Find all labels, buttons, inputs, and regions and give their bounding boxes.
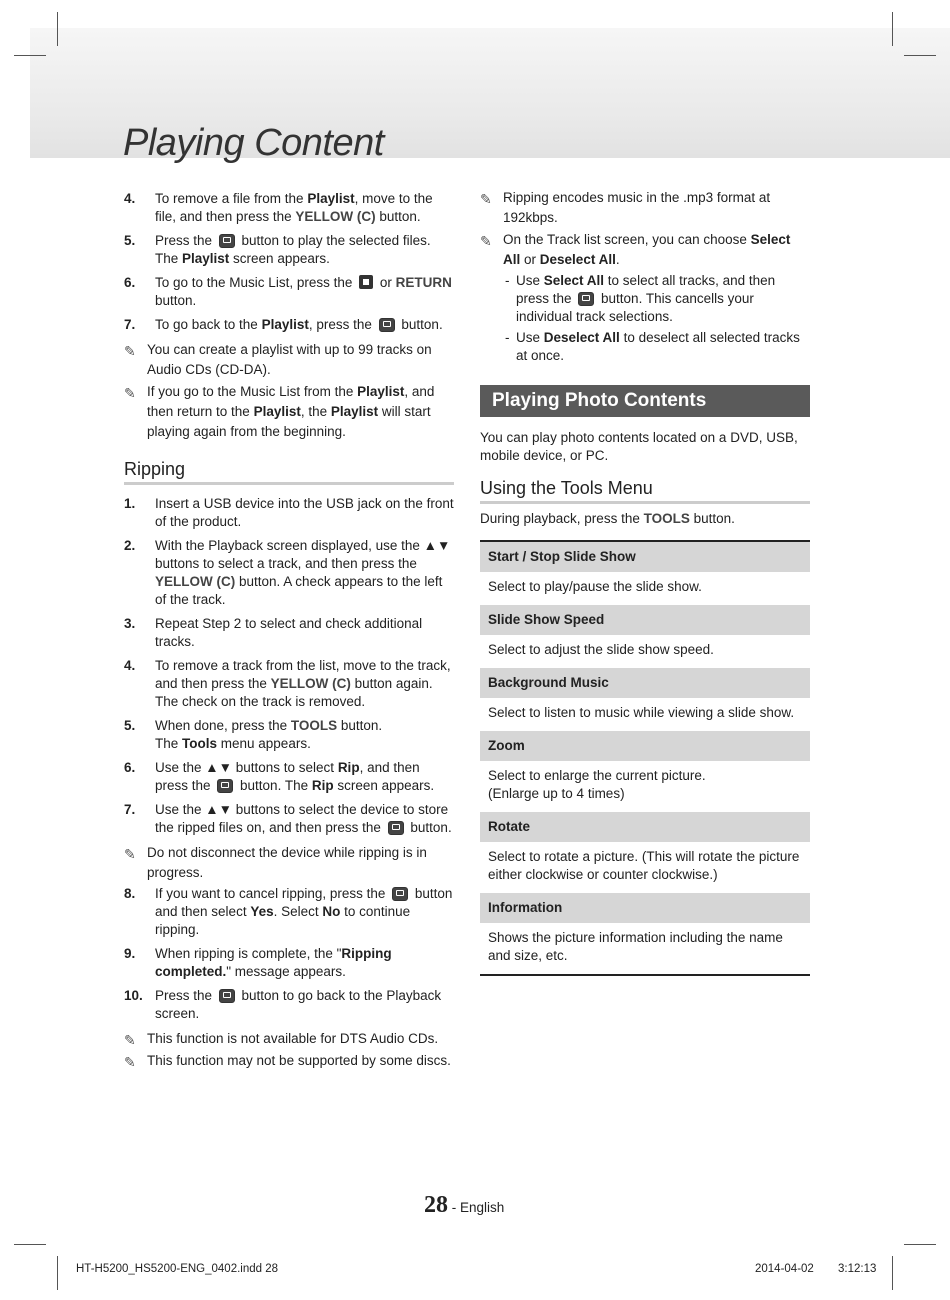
text-run: With the Playback screen displayed, use the ▲▼ buttons to select a track, and then press the — [155, 538, 451, 571]
text-run: . — [615, 252, 620, 267]
tool-option-description: Select to play/pause the slide show. — [480, 572, 810, 605]
ripping-steps-continued — [124, 885, 454, 1023]
text-run: or — [520, 252, 540, 267]
numbered-step — [124, 717, 454, 753]
note-pencil-icon: ✎ — [124, 1032, 136, 1048]
crop-mark — [904, 55, 936, 56]
enter-button-icon — [219, 989, 235, 1003]
step-number: 1. — [124, 496, 136, 511]
text-run: button. — [155, 293, 197, 308]
text-run: button. — [375, 209, 421, 224]
note — [124, 843, 454, 883]
emphasis-text: TOOLS — [643, 511, 690, 526]
step-number: 3. — [124, 616, 136, 631]
paragraph — [480, 510, 810, 528]
crop-mark — [892, 12, 893, 46]
tool-option-description: Select to rotate a picture. (This will rotate the picture either clockwise or counter clockwise.) — [480, 842, 810, 893]
text-run: On the Track list screen, you can choose — [503, 232, 751, 247]
crop-mark — [904, 1244, 936, 1245]
note-pencil-icon: ✎ — [480, 233, 492, 249]
note — [480, 230, 810, 270]
text-run: button to go back to the Playback screen. — [155, 988, 442, 1021]
step-number: 9. — [124, 946, 136, 961]
numbered-step — [124, 537, 454, 609]
numbered-step — [124, 190, 454, 226]
emphasis-text: Playlist — [330, 404, 379, 419]
dash-bullet: - — [505, 330, 510, 345]
ripping-notes — [124, 1029, 454, 1071]
left-column — [124, 190, 454, 1073]
enter-button-icon — [578, 292, 594, 306]
tool-option-name: Information — [480, 893, 810, 923]
text-run: button. This cancells your individual track selections. — [516, 291, 754, 324]
tools-table — [480, 540, 810, 976]
step-number: 6. — [124, 760, 136, 775]
tool-option-name: Slide Show Speed — [480, 605, 810, 635]
crop-mark — [14, 1244, 46, 1245]
text-run: , press the — [308, 317, 376, 332]
page-title: Playing Content — [123, 122, 384, 164]
emphasis-text: Rip — [311, 778, 334, 793]
text-run: button. — [337, 718, 383, 733]
text-run: Use the ▲▼ buttons to select — [155, 760, 338, 775]
text-run: This function is not available for DTS Audio CDs. — [147, 1031, 439, 1046]
numbered-step — [124, 657, 454, 711]
text-run: screen appears. — [229, 251, 330, 266]
text-run: to deselect all selected tracks at once. — [516, 330, 800, 363]
ripping-extra-notes — [480, 188, 810, 270]
text-run: button. The — [236, 778, 312, 793]
tool-option-name: Rotate — [480, 812, 810, 842]
step-number: 4. — [124, 658, 136, 673]
emphasis-text: Rip — [337, 760, 360, 775]
text-run: screen appears. — [333, 778, 435, 793]
right-column — [480, 188, 810, 976]
step-number: 8. — [124, 886, 136, 901]
emphasis-text: Select All — [543, 273, 605, 288]
emphasis-text: YELLOW (C) — [295, 209, 376, 224]
tool-option-description: Select to enlarge the current picture. (Enlarge up to 4 times) — [480, 761, 810, 812]
numbered-step — [124, 759, 454, 795]
note — [124, 1051, 454, 1071]
emphasis-text: Select All — [503, 232, 791, 267]
page-number: 28 — [424, 1192, 448, 1218]
text-run: Ripping encodes music in the .mp3 format at 192kbps. — [503, 190, 771, 225]
text-run: to continue ripping. — [155, 904, 411, 937]
numbered-step — [124, 987, 454, 1023]
text-run: Use — [516, 273, 544, 288]
text-run: button again. The check on the track is removed. — [155, 676, 433, 709]
ripping-note-mid — [124, 843, 454, 883]
slug-time: 3:12:13 — [838, 1263, 877, 1275]
numbered-step — [124, 316, 454, 334]
text-run: Insert a USB device into the USB jack on the front of the product. — [155, 496, 454, 529]
slug-file: HT-H5200_HS5200-ENG_0402.indd 28 — [76, 1263, 279, 1275]
page-footer — [424, 1192, 504, 1219]
note-pencil-icon: ✎ — [124, 846, 136, 862]
text-run: , the — [300, 404, 331, 419]
note — [124, 340, 454, 380]
text-run: will start playing again from the beginning. — [147, 404, 431, 439]
text-run: menu appears. — [217, 736, 311, 751]
page-language: - English — [448, 1200, 505, 1215]
emphasis-text: Ripping completed. — [155, 946, 392, 979]
emphasis-text: YELLOW (C) — [155, 574, 236, 589]
numbered-step — [124, 274, 454, 310]
text-run: This function may not be supported by some discs. — [147, 1053, 451, 1068]
enter-button-icon — [388, 821, 404, 835]
text-run: Use — [516, 330, 544, 345]
numbered-step — [124, 495, 454, 531]
crop-mark — [57, 12, 58, 46]
step-number: 5. — [124, 233, 136, 248]
text-run: . Select — [273, 904, 323, 919]
enter-button-icon — [217, 779, 233, 793]
text-run: If you want to cancel ripping, press the — [155, 886, 390, 901]
text-run: button to play the selected files. The — [155, 233, 431, 266]
enter-button-icon — [379, 318, 395, 332]
numbered-step — [124, 801, 454, 837]
text-run: To remove a file from the — [155, 191, 308, 206]
text-run: button. A check appears to the left of the track. — [155, 574, 443, 607]
text-run: Do not disconnect the device while ripping is in progress. — [147, 845, 427, 880]
step-number: 2. — [124, 538, 136, 553]
step-number: 7. — [124, 317, 136, 332]
ripping-heading: Ripping — [124, 460, 454, 485]
note-pencil-icon: ✎ — [124, 385, 136, 401]
sub-item — [480, 329, 810, 365]
text-run: When ripping is complete, the " — [155, 946, 342, 961]
note-pencil-icon: ✎ — [480, 191, 492, 207]
text-run: When done, press the — [155, 718, 291, 733]
step-number: 10. — [124, 988, 143, 1003]
text-run: If you go to the Music List from the — [147, 384, 358, 399]
tools-intro — [480, 510, 810, 528]
numbered-step — [124, 615, 454, 651]
emphasis-text: Yes — [250, 904, 274, 919]
playlist-steps — [124, 190, 454, 334]
dash-bullet: - — [505, 273, 510, 288]
numbered-step — [124, 945, 454, 981]
emphasis-text: Deselect All — [539, 252, 616, 267]
crop-mark — [14, 55, 46, 56]
note — [480, 188, 810, 228]
emphasis-text: TOOLS — [290, 718, 338, 733]
text-run: During playback, press the — [480, 511, 644, 526]
step-number: 5. — [124, 718, 136, 733]
text-run: button. — [406, 820, 452, 835]
section-banner: Playing Photo Contents — [480, 385, 810, 417]
text-run: or — [376, 275, 396, 290]
emphasis-text: No — [322, 904, 341, 919]
select-subitems — [480, 272, 810, 365]
slug-date: 2014-04-02 — [755, 1263, 814, 1275]
note-pencil-icon: ✎ — [124, 343, 136, 359]
tool-option-name: Start / Stop Slide Show — [480, 542, 810, 572]
numbered-step — [124, 232, 454, 268]
sub-item — [480, 272, 810, 326]
text-run: Use the ▲▼ buttons to select the device to store the ripped files on, and then press the — [155, 802, 449, 835]
tool-option-name: Background Music — [480, 668, 810, 698]
tools-heading: Using the Tools Menu — [480, 479, 810, 504]
emphasis-text: YELLOW (C) — [270, 676, 351, 691]
note — [124, 1029, 454, 1049]
emphasis-text: Deselect All — [543, 330, 620, 345]
text-run: button and then select — [155, 886, 453, 919]
step-number: 6. — [124, 275, 136, 290]
text-run: , and then press the — [155, 760, 420, 793]
ripping-steps — [124, 495, 454, 837]
stop-button-icon — [359, 275, 373, 289]
step-number: 4. — [124, 191, 136, 206]
text-run: , move to the file, and then press the — [155, 191, 433, 224]
tool-option-description: Select to adjust the slide show speed. — [480, 635, 810, 668]
text-run: To go to the Music List, press the — [155, 275, 357, 290]
crop-mark — [892, 1256, 893, 1290]
emphasis-text: Playlist — [261, 317, 309, 332]
section-intro: You can play photo contents located on a DVD, USB, mobile device, or PC. — [480, 430, 798, 463]
tool-option-description: Select to listen to music while viewing a slide show. — [480, 698, 810, 731]
crop-mark — [57, 1256, 58, 1290]
text-run: to select all tracks, and then press the — [516, 273, 776, 306]
note — [124, 382, 454, 442]
emphasis-text: Playlist — [182, 251, 230, 266]
enter-button-icon — [219, 234, 235, 248]
note-pencil-icon: ✎ — [124, 1054, 136, 1070]
numbered-step — [124, 885, 454, 939]
text-run: Press the — [155, 233, 216, 248]
text-run: , and then return to the — [147, 384, 435, 419]
emphasis-text: Playlist — [307, 191, 355, 206]
emphasis-text: Tools — [182, 736, 218, 751]
enter-button-icon — [392, 887, 408, 901]
text-run: You can create a playlist with up to 99 tracks on Audio CDs (CD-DA). — [147, 342, 432, 377]
text-run: The — [155, 736, 183, 751]
text-run: button. — [689, 511, 735, 526]
emphasis-text: RETURN — [395, 275, 452, 290]
emphasis-text: Playlist — [357, 384, 405, 399]
text-run: To remove a track from the list, move to the track, and then press the — [155, 658, 451, 691]
text-run: Repeat Step 2 to select and check additional tracks. — [155, 616, 423, 649]
playlist-notes — [124, 340, 454, 442]
text-run: " message appears. — [226, 964, 346, 979]
step-number: 7. — [124, 802, 136, 817]
text-run: To go back to the — [155, 317, 262, 332]
text-run: Press the — [155, 988, 216, 1003]
text-run: button. — [397, 317, 443, 332]
tool-option-description: Shows the picture information including the name and size, etc. — [480, 923, 810, 974]
tool-option-name: Zoom — [480, 731, 810, 761]
emphasis-text: Playlist — [253, 404, 301, 419]
